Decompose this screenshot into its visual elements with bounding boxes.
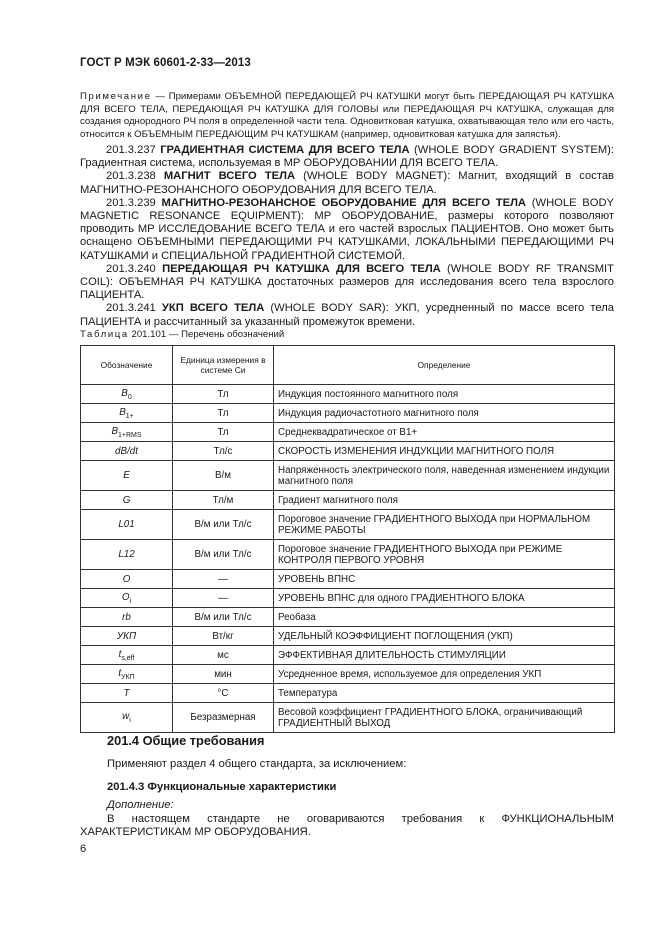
cell-unit: В/м или Тл/с: [173, 540, 274, 570]
cell-definition: Среднеквадратическое от B1+: [274, 423, 615, 442]
definition-term: ГРАДИЕНТНАЯ СИСТЕМА ДЛЯ ВСЕГО ТЕЛА: [160, 144, 410, 156]
cell-definition: СКОРОСТЬ ИЗМЕНЕНИЯ ИНДУКЦИИ МАГНИТНОГО ПОЛЯ: [274, 442, 615, 461]
symbol: E: [123, 470, 130, 481]
addition-text: В настоящем стандарте не оговариваются требования к ФУНКЦИОНАЛЬНЫМ ХАРАКТЕРИСТИКАМ МР ОБОРУДОВАНИЯ.: [80, 813, 614, 839]
symbol-subscript: i: [129, 597, 132, 605]
cell-definition: УДЕЛЬНЫЙ КОЭФФИЦИЕНТ ПОГЛОЩЕНИЯ (УКП): [274, 627, 615, 646]
cell-symbol: [81, 627, 173, 646]
cell-symbol: [81, 404, 173, 423]
cell-definition: Температура: [274, 684, 615, 703]
definitions-block: [80, 144, 614, 329]
symbol-subscript: 1+: [125, 412, 134, 420]
definition-240: [80, 263, 614, 303]
symbol: dB/dt: [115, 445, 138, 457]
subsection-title: 201.4.3 Функциональные характеристики: [107, 781, 337, 793]
table-row: [81, 627, 615, 646]
table-row: [81, 404, 615, 423]
cell-symbol: [81, 684, 173, 703]
definition-text: (WHOLE BODY RF TRANSMIT COIL): ОБЪЕМНАЯ РЧ КАТУШКА достаточных размеров для исследования всего тела взрослого ПАЦИЕНТА.: [80, 262, 615, 302]
cell-unit: Тл: [173, 423, 274, 442]
cell-unit: Вт/кг: [173, 627, 274, 646]
cell-unit: —: [173, 589, 274, 608]
note-label: Примечание: [80, 91, 152, 102]
cell-unit: В/м или Тл/с: [173, 608, 274, 627]
symbol: G: [122, 494, 131, 506]
note-paragraph: [80, 91, 614, 141]
note-text: — Примерами ОБЪЕМНОЙ ПЕРЕДАЮЩЕЙ РЧ КАТУШКИ могут быть ПЕРЕДАЮЩАЯ РЧ КАТУШКА ДЛЯ ВСЕГО ТЕЛА, ПЕРЕДАЮЩАЯ РЧ КАТУШКА ДЛЯ ГОЛОВЫ или ПЕРЕДАЮЩАЯ РЧ КАТУШКА, служащая для создания однородного РЧ поля в определенной части тела. Одновитковая катушка, охватывающая тело или его часть, относится к ОБЪЕМНЫМ ПЕРЕДАЮЩИМ РЧ КАТУШКАМ (например, одновитковая катушка для запястья).: [80, 91, 614, 140]
definition-241: [80, 302, 614, 328]
cell-symbol: [81, 423, 173, 442]
cell-definition: Реобаза: [274, 608, 615, 627]
document-header: ГОСТ Р МЭК 60601-2-33—2013: [80, 57, 251, 69]
symbol: w: [122, 711, 130, 723]
definition-term: ПЕРЕДАЮЩАЯ РЧ КАТУШКА ДЛЯ ВСЕГО ТЕЛА: [162, 262, 441, 275]
symbol: B: [111, 425, 118, 437]
cell-unit: Безразмерная: [173, 703, 274, 733]
table-caption-text: 201.101 — Перечень обозначений: [128, 329, 285, 340]
cell-unit: Тл/с: [173, 442, 274, 461]
cell-symbol: [81, 665, 173, 684]
page-number: 6: [80, 843, 87, 855]
symbol-subscript: 1+RMS: [118, 431, 142, 439]
cell-unit: —: [173, 570, 274, 589]
definition-238: [80, 170, 614, 196]
cell-definition: Усредненное время, используемое для определения УКП: [274, 665, 615, 684]
definition-number: 201.3.241: [106, 302, 156, 315]
cell-definition: УРОВЕНЬ ВПНС для одного ГРАДИЕНТНОГО БЛОКА: [274, 589, 615, 608]
section-title: 201.4 Общие требования: [107, 733, 265, 748]
definition-term: УКП ВСЕГО ТЕЛА: [161, 302, 265, 315]
symbol-subscript: i: [129, 716, 131, 724]
cell-unit: мс: [173, 646, 274, 665]
symbol: L01: [118, 519, 135, 530]
symbol: T: [123, 687, 130, 699]
table-row: [81, 461, 615, 491]
symbol: t: [118, 648, 122, 660]
symbols-table: [80, 345, 615, 733]
table-row: [81, 589, 615, 608]
definition-term: МАГНИТ ВСЕГО ТЕЛА: [163, 170, 296, 183]
symbol: O: [121, 591, 130, 603]
definition-text: (WHOLE BODY MAGNETIC RESONANCE EQUIPMENT): МР ОБОРУДОВАНИЕ, размеры которого позволяют проводить МР ИССЛЕДОВАНИЕ ВСЕГО ТЕЛА и его частей взрослых ПАЦИЕНТОВ. Оно может быть оснащено ОБЪЕМНЫМИ ПЕРЕДАЮЩИМИ РЧ КАТУШКАМИ, ЛОКАЛЬНЫМИ ПЕРЕДАЮЩИМИ РЧ КАТУШКАМИ и СПЕЦИАЛЬНОЙ ГРАДИЕНТНОЙ СИСТЕМОЙ.: [80, 196, 615, 262]
definition-term: МАГНИТНО-РЕЗОНАНСНОЕ ОБОРУДОВАНИЕ ДЛЯ ВСЕГО ТЕЛА: [161, 196, 527, 209]
table-caption: [80, 329, 284, 340]
table-row: [81, 423, 615, 442]
cell-unit: В/м: [173, 461, 274, 491]
section-text: Применяют раздел 4 общего стандарта, за исключением:: [107, 758, 407, 770]
cell-unit: мин: [173, 665, 274, 684]
cell-symbol: [81, 608, 173, 627]
symbol: rb: [122, 611, 131, 623]
cell-definition: Пороговое значение ГРАДИЕНТНОГО ВЫХОДА при РЕЖИМЕ КОНТРОЛЯ ПЕРВОГО УРОВНЯ: [274, 540, 615, 570]
cell-definition: ЭФФЕКТИВНАЯ ДЛИТЕЛЬНОСТЬ СТИМУЛЯЦИИ: [274, 646, 615, 665]
symbol: УКП: [116, 630, 137, 642]
table-row: [81, 491, 615, 510]
definition-number: 201.3.238: [106, 170, 156, 183]
symbol-subscript: УКП: [121, 673, 135, 681]
cell-symbol: [81, 442, 173, 461]
definition-number: 201.3.239: [106, 196, 156, 209]
definition-239: [80, 197, 614, 263]
definition-number: 201.3.237: [106, 144, 156, 156]
cell-unit: °C: [173, 684, 274, 703]
cell-definition: Градиент магнитного поля: [274, 491, 615, 510]
table-row: [81, 510, 615, 540]
symbol-subscript: 0: [127, 393, 132, 401]
cell-unit: Тл: [173, 385, 274, 404]
cell-unit: Тл: [173, 404, 274, 423]
definition-text: (WHOLE BODY GRADIENT SYSTEM): Градиентная система, используемая в МР ОБОРУДОВАНИИ ДЛЯ ВСЕГО ТЕЛА.: [80, 144, 615, 170]
table-row: [81, 385, 615, 404]
cell-definition: Весовой коэффициент ГРАДИЕНТНОГО БЛОКА, ограничивающий ГРАДИЕНТНЫЙ ВЫХОД: [274, 703, 615, 733]
table-row: [81, 442, 615, 461]
symbol: O: [122, 573, 131, 585]
cell-symbol: [81, 703, 173, 733]
cell-symbol: [81, 646, 173, 665]
cell-definition: УРОВЕНЬ ВПНС: [274, 570, 615, 589]
symbol-subscript: s,eff: [121, 654, 135, 662]
definition-237: [80, 144, 614, 170]
cell-symbol: [81, 385, 173, 404]
cell-symbol: [81, 510, 173, 540]
table-row: [81, 684, 615, 703]
table-caption-label: Таблица: [80, 329, 129, 340]
header-symbol: Обозначение: [81, 346, 173, 385]
cell-unit: В/м или Тл/с: [173, 510, 274, 540]
cell-definition: Индукция постоянного магнитного поля: [274, 385, 615, 404]
cell-definition: Индукция радиочастотного магнитного поля: [274, 404, 615, 423]
symbol: B: [119, 406, 126, 418]
cell-symbol: [81, 589, 173, 608]
symbol: B: [121, 387, 128, 399]
table-header-row: [81, 346, 615, 385]
table-row: [81, 703, 615, 733]
cell-definition: Напряженность электрического поля, наведенная изменением индукции магнитного поля: [274, 461, 615, 491]
table-body: [81, 385, 615, 733]
cell-symbol: [81, 540, 173, 570]
table-row: [81, 570, 615, 589]
table-row: [81, 540, 615, 570]
cell-symbol: [81, 461, 173, 491]
cell-symbol: [81, 491, 173, 510]
cell-unit: Тл/м: [173, 491, 274, 510]
definition-number: 201.3.240: [106, 262, 156, 275]
table-row: [81, 646, 615, 665]
definition-text: (WHOLE BODY MAGNET): Магнит, входящий в состав МАГНИТНО-РЕЗОНАНСНОГО ОБОРУДОВАНИЯ ДЛЯ ВСЕГО ТЕЛА.: [80, 170, 614, 196]
header-definition: Определение: [274, 346, 615, 385]
addition-label: Дополнение:: [107, 799, 174, 811]
header-unit: Единица измерения в системе Си: [173, 346, 274, 385]
definition-text: (WHOLE BODY SAR): УКП, усредненный по массе всего тела ПАЦИЕНТА и рассчитанный за указанный промежуток времени.: [80, 302, 614, 328]
cell-definition: Пороговое значение ГРАДИЕНТНОГО ВЫХОДА при НОРМАЛЬНОМ РЕЖИМЕ РАБОТЫ: [274, 510, 615, 540]
symbol: t: [118, 667, 122, 679]
cell-symbol: [81, 570, 173, 589]
table-row: [81, 608, 615, 627]
symbol: L12: [118, 549, 135, 560]
table-row: [81, 665, 615, 684]
